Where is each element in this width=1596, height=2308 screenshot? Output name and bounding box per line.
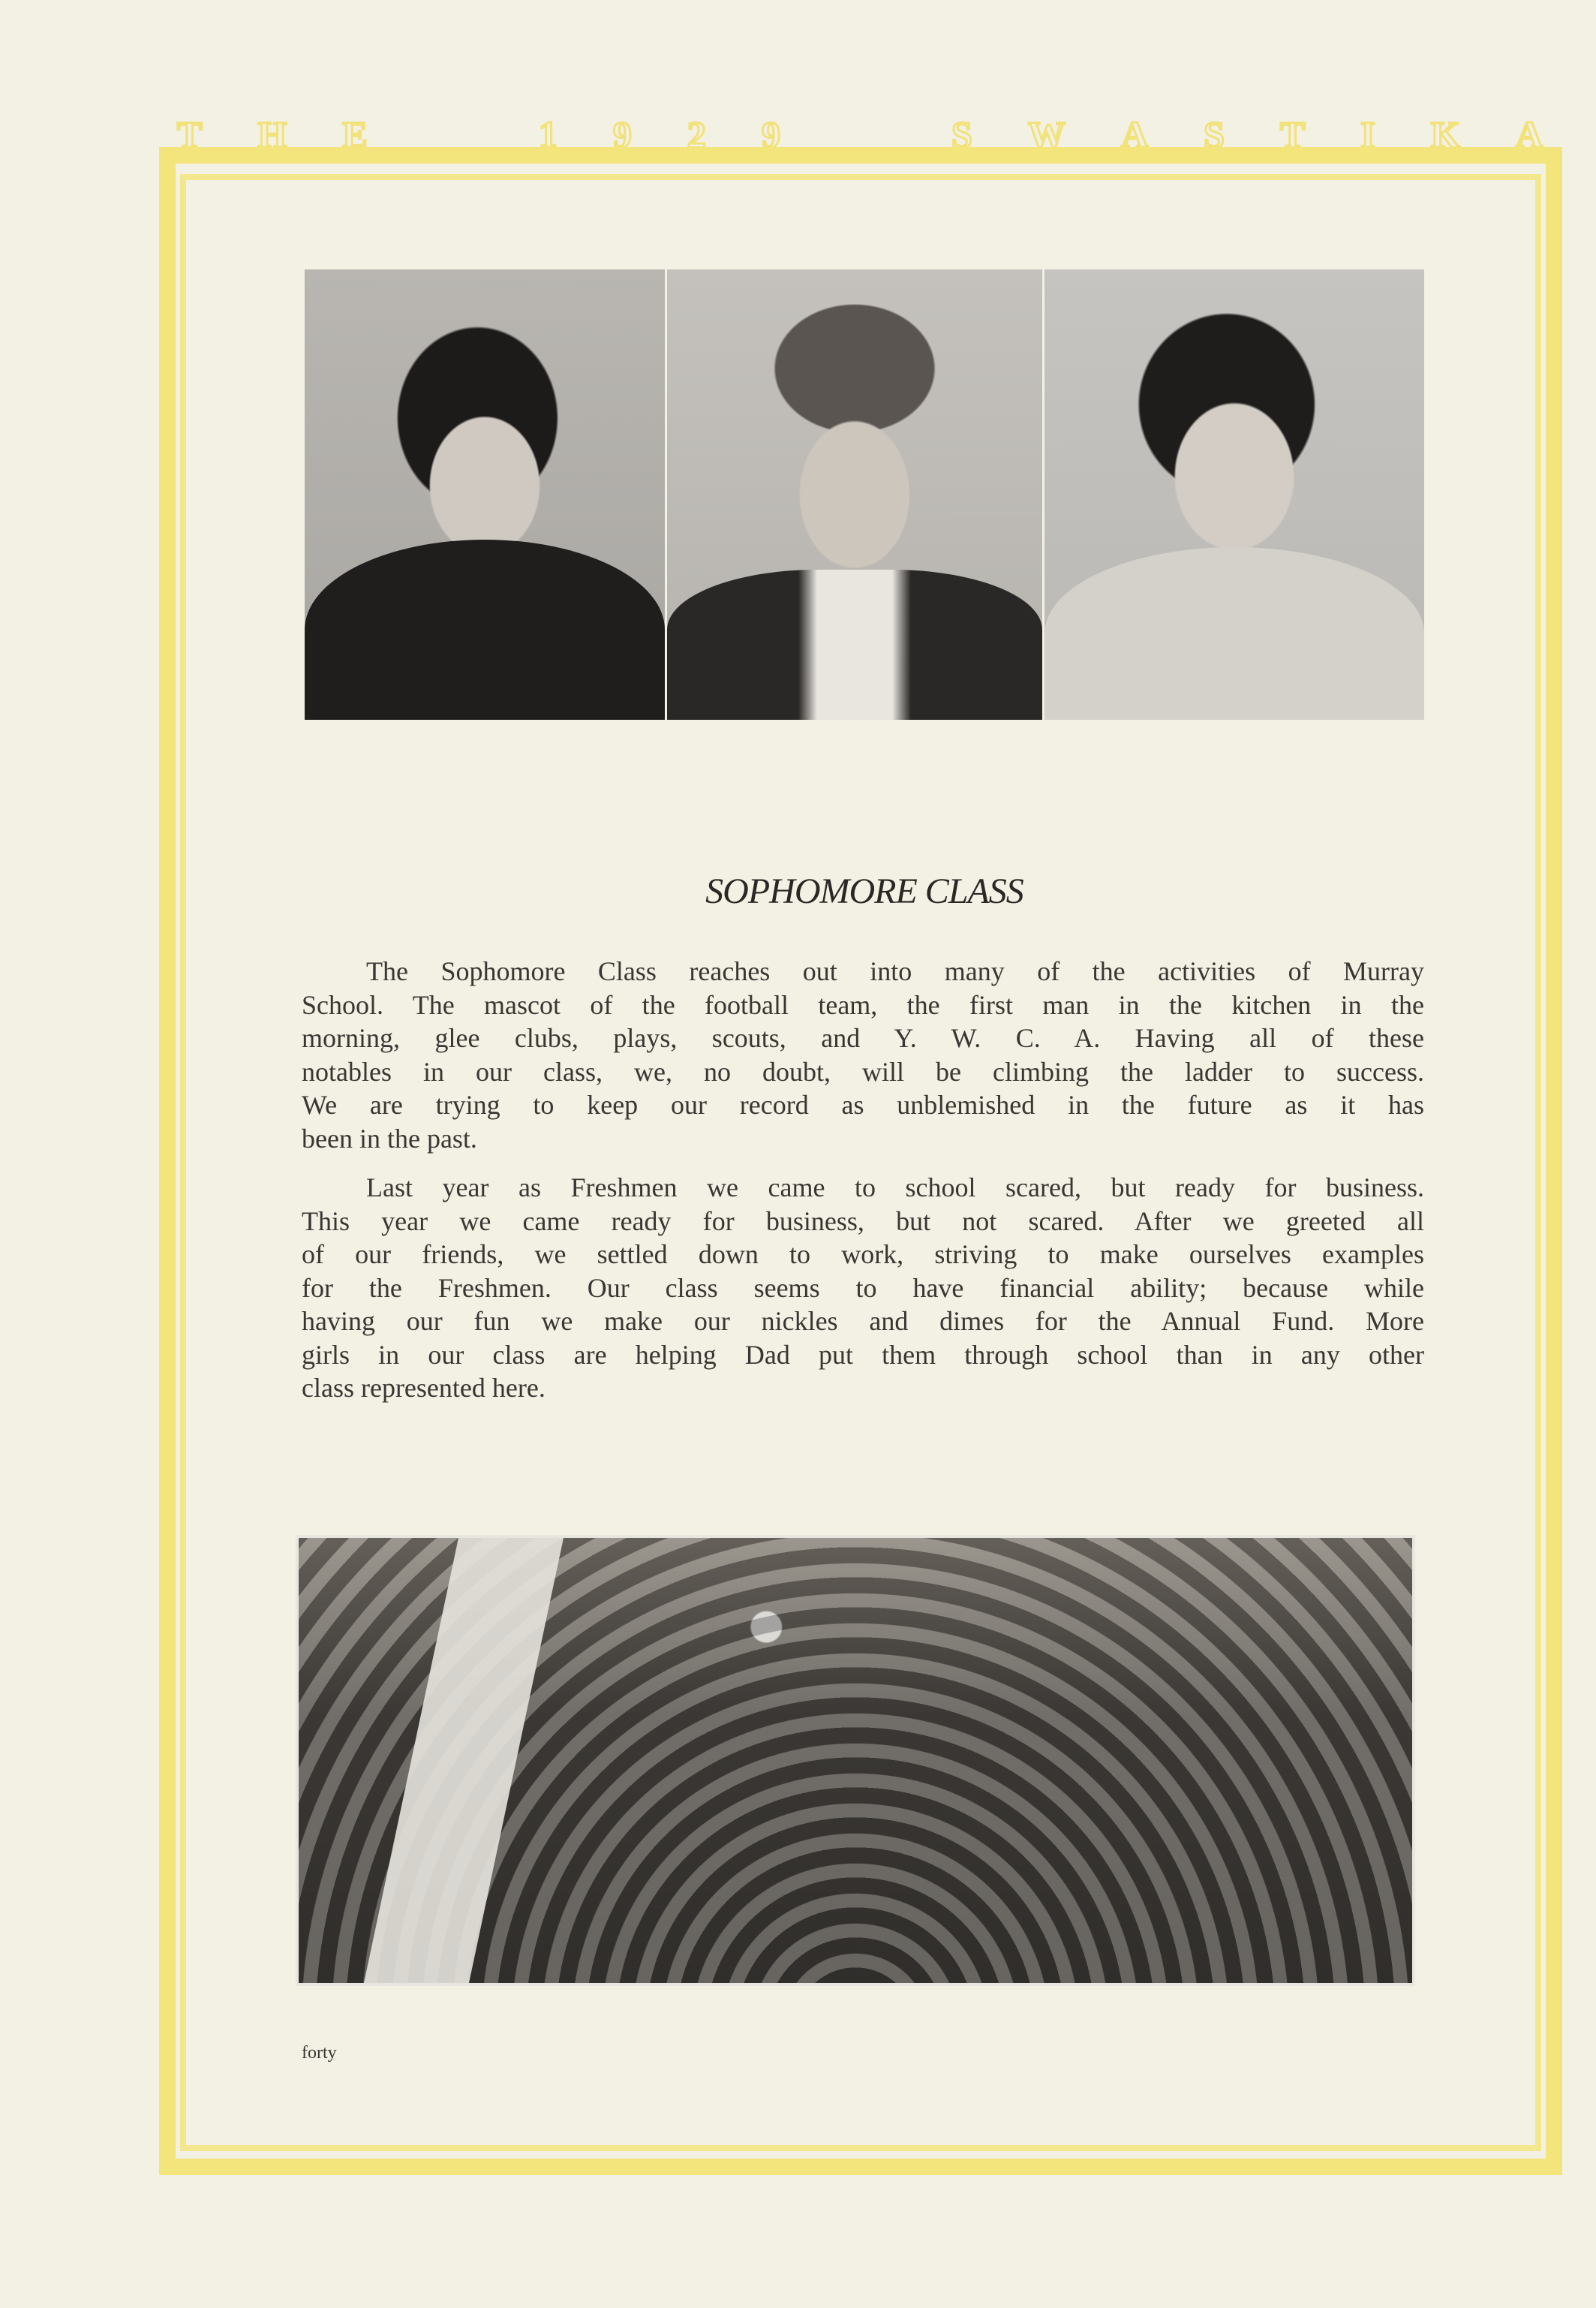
text-line: We are trying to keep our record as unblemished in the future as it has: [302, 1090, 1424, 1120]
text-line: This year we came ready for business, but not scared. After we greeted all: [302, 1205, 1424, 1236]
paragraph: [302, 955, 1424, 1155]
header-letter: I: [1360, 113, 1375, 155]
header-letter: W: [1027, 113, 1066, 155]
group-photo: [296, 1535, 1415, 1986]
header-letter: E: [342, 113, 368, 155]
header-letter: A: [1120, 113, 1149, 155]
header-letter: T: [1279, 113, 1306, 155]
paragraph: [302, 1171, 1424, 1405]
page-number: forty: [302, 2043, 337, 2063]
text-line: The Sophomore Class reaches out into many of the activities of Murray: [366, 956, 1424, 986]
text-line: School. The mascot of the football team, the first man in the kitchen in the: [302, 989, 1424, 1020]
header-letter: T: [177, 113, 203, 155]
header-letter: 9: [612, 113, 632, 155]
header-letter: K: [1430, 113, 1460, 155]
header-letter: 9: [761, 113, 780, 155]
header-letter: A: [1515, 113, 1543, 155]
portrait-photo: [305, 269, 665, 720]
portrait-photo: [667, 269, 1042, 720]
header-letter: 1: [538, 113, 558, 155]
header-letter: S: [951, 113, 972, 155]
text-line: morning, glee clubs, plays, scouts, and Y. W. C. A. Having all of these: [302, 1023, 1424, 1053]
portrait-row: [305, 269, 1424, 720]
header-letter: H: [257, 113, 287, 155]
text-line: Last year as Freshmen we came to school scared, but ready for business.: [366, 1172, 1424, 1202]
text-line: girls in our class are helping Dad put them through school than in any other: [302, 1339, 1424, 1370]
text-line: been in the past.: [302, 1123, 477, 1154]
header-letter: S: [1204, 113, 1225, 155]
text-line: for the Freshmen. Our class seems to have financial ability; because while: [302, 1272, 1424, 1303]
portrait-photo: [1044, 269, 1424, 720]
header-letter: 2: [687, 113, 706, 155]
text-line: having our fun we make our nickles and dimes for the Annual Fund. More: [302, 1306, 1424, 1336]
text-line: notables in our class, we, no doubt, will be climbing the ladder to success.: [302, 1056, 1424, 1087]
text-line: class represented here.: [302, 1373, 546, 1403]
text-line: of our friends, we settled down to work, striving to make ourselves examples: [302, 1239, 1424, 1269]
page-title: SOPHOMORE CLASS: [705, 871, 1023, 911]
